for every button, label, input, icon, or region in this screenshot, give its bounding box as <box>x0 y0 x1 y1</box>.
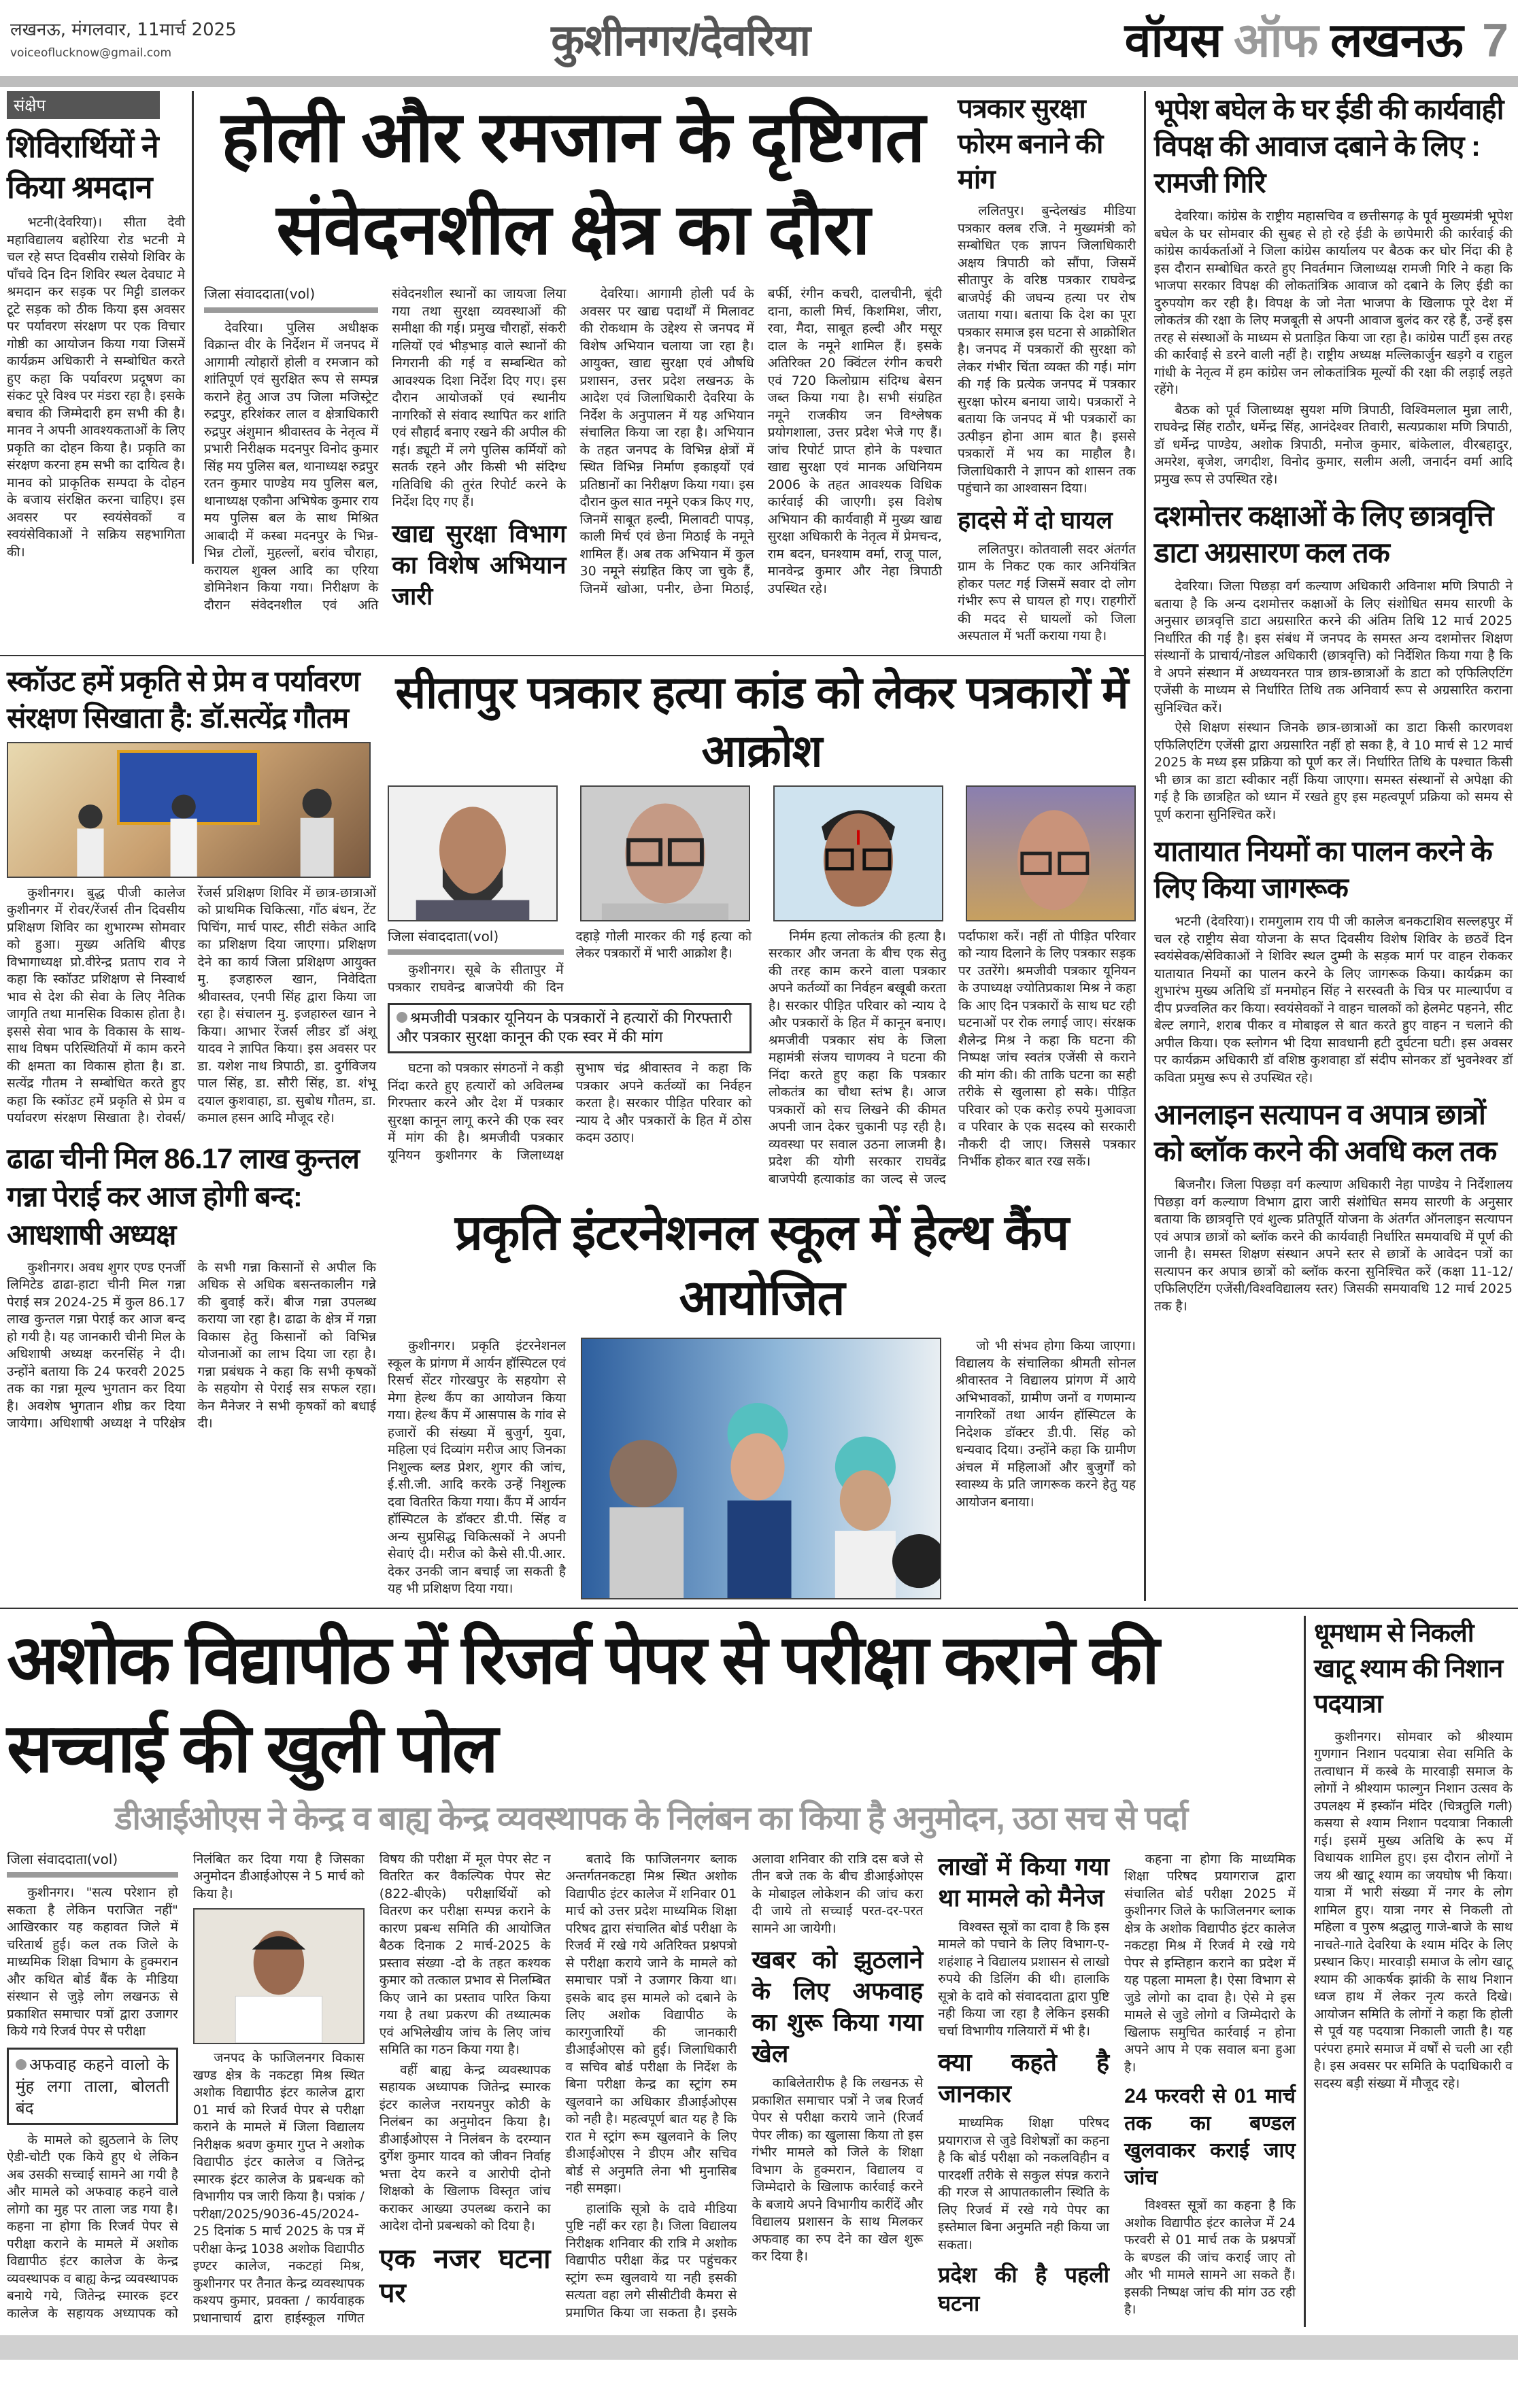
food-safety-paragraph: देवरिया। आगामी होली पर्व के अवसर पर खाद्य पदार्थों में मिलावट की रोकथाम के उद्देश्य से जनपद में विशेष अभियान चलाया जा रहा है। आयुक्त, खाद्य सुरक्षा एवं औषधि प्रशासन, उत्तर प्रदेश लखनऊ के आदेश एवं जिलाधिकारी देवरिया के निर्देश के अनुपालन में यह अभियान संचालित किया जा रहा है। अभियान के तहत जनपद के विभिन्न क्षेत्रों में स्थित विभिन्न निर्माण इकाइयों एवं प्रतिष्ठानों का निरीक्षण किया गया। इस दौरान कुल सात नमूने एकत्र किए गए, जिनमें साबूत हल्दी, मिलावटी पापड़, काली मिर्च एवं छेना मिठाई के नमूने शामिल हैं। अब तक अभियान में कुल 30 नमूने संग्रहित किए जा चुके हैं, जिनमें खोआ, पनीर, छेना मिठाई, बर्फी, रंगीन कचरी, दालचीनी, बूंदी दाना, काली मिर्च, किशमिश, जीरा, रवा, मैदा, साबूत हल्दी और मसूर दाल के नमूने शामिल हैं। इसके अतिरिक्त 20 क्विंटल रंगीन कचरी एवं 720 किलोग्राम संदिग्ध बेसन जब्त किया गया है। सभी संग्रहित नमूने राजकीय जन विश्लेषक प्रयोगशाला, उत्तर प्रदेश भेजे गए हैं। जांच रिपोर्ट प्राप्त होने के पश्चात खाद्य सुरक्षा एवं मानक अधिनियम 2006 के तहत आवश्यक विधिक कार्रवाई की जाएगी। इस विशेष अभियान की कार्यवाही में मुख्य खाद्य सुरक्षा अधिकारी के नेतृत्व में प्रेमचन्द, राम बदन, घनश्याम वर्मा, राजू पाल, मानवेन्द्र कुमार और नेहा त्रिपाठी उपस्थित रहे। <box>579 286 942 596</box>
footer-bar <box>0 2335 1518 2360</box>
news-headline: दशमोत्तर कक्षाओं के लिए छात्रवृत्ति डाटा अग्रसारण कल तक <box>1154 500 1494 569</box>
sugar-mill-body <box>7 1259 376 1434</box>
ashok-headline: अशोक विद्यापीठ में रिजर्व पेपर से परीक्षा कराने की सच्चाई की खुली पोल <box>7 1621 1158 1786</box>
sugar-mill-headline: ढाढा चीनी मिल 86.17 लाख कुन्तल गन्ना पेराई कर आज होगी बन्द: आधशाषी अध्यक्ष <box>7 1142 360 1251</box>
sugar-mill-paragraph: कुशीनगर। अवध शुगर एण्ड एनर्जी लिमिटेड ढाढा-हाटा चीनी मिल गन्ना पेराई सत्र 2024-25 में कुल 86.17 लाख कुन्तल गन्ना पेराई कर आज बन्द हो गयी है। यह जानकारी चीनी मिल के अधिशाषी अध्यक्ष करनसिंह ने दी। उन्होंने बताया कि 24 फरवरी 2025 तक का गन्ना मूल्य भुगतान कर दिया है। अवशेष भुगतान शीघ्र कर दिया जायेगा। अधिशाषी अध्यक्ष ने परिक्षेत्र के सभी गन्ना किसानों से अपील कि अधिक से अधिक बसन्तकालीन गन्ने की बुवाई करें। बीज गन्ना उपलब्ध कराया जा रहा है। ढाढा के क्षेत्र में गन्ना विकास हेतु किसानों को विभिन्न योजनाओं का लाभ दिया जा रहा है। गन्ना प्रबंधक ने कहा कि सभी कृषकों के सहयोग से पेराई सत्र सफल रहा। केन मैनेजर ने सभी कृषकों को बधाई दी। <box>7 1259 376 1431</box>
ashok-paragraph: कुशीनगर। "सत्य परेशान हो सकता है लेकिन पराजित नहीं" आखिरकार यह कहावत जिले में चरितार्थ हुई। कल तक जिले के माध्यमिक शिक्षा विभाग के हुक्मरान और कथित बोर्ड बैंक के मीडिया संस्थान से जुड़े लोग लखनऊ से प्रकाशित समाचार पत्रों द्वारा उजागर किये गये रिजर्व पेपर से परीक्षा <box>7 1885 178 2039</box>
row-one <box>0 91 1144 656</box>
sitapur-body <box>388 928 1136 1189</box>
sitapur-paragraph: निर्मम हत्या लोकतंत्र की हत्या है। सरकार और जनता के बीच एक सेतु की तरह काम करने वाला पत्रकार अपने कर्तव्यों का निर्वहन बखूबी करता है। सरकार पीड़ित परिवार को न्याय दे और पत्रकारों के हित में कानून बनाए। श्रमजीवी पत्रकार संघ के जिला महामंत्री संजय चाणक्य ने घटना की निंदा करते हुए कहा कि पत्रकार लोकतंत्र का चौथा स्तंभ है। आज पत्रकारों को सच लिखने की कीमत अपनी जान देकर चुकानी पड़ रही है। व्यवस्था पर सवाल उठना लाजमी है। प्रदेश की योगी सरकार राघवेंद्र बाजपेयी हत्याकांड का जल्द से जल्द पर्दाफाश करें। नहीं तो पीड़ित परिवार को न्याय दिलाने के लिए पत्रकार सड़क पर उतरेंगे। श्रमजीवी पत्रकार यूनियन के उपाध्यक्ष ज्योतिप्रकाश मिश्र ने कहा कि आए दिन पत्रकारों के साथ घट रही घटनाओं पर रोक लगाई जाए। संरक्षक शैलेन्द्र मिश्र ने कहा कि घटना की निष्पक्ष जांच स्वतंत्र एजेंसी से कराने की मांग की। की ताकि घटना का सही तरीके से खुलासा हो सके। पीड़ित परिवार को एक करोड़ रुपये मुआवजा व परिवार के एक सदस्य को सरकारी नौकरी दी जाए। जिससे पत्रकार निर्भीक होकर बात रख सकें। <box>769 928 1136 1187</box>
news-item <box>1154 833 1513 1087</box>
masthead-email[interactable]: voiceoflucknow@gmail.com <box>10 46 172 60</box>
sitapur-paragraph: घटना को पत्रकार संगठनों ने कड़ी निंदा करते हुए हत्यारों को अविलम्ब गिरफ्तार करने और देश में पत्रकार सुरक्षा कानून लागू करने की एक स्वर में मांग की है। श्रमजीवी पत्रकार यूनियन कुशीनगर के जिलाध्यक्ष सुभाष चंद्र श्रीवास्तव ने कहा कि पत्रकार अपने कर्तव्यों का निर्वहन करता है। सरकार पीड़ित परिवार को न्याय दे और पत्रकारों के हित में ठोस कदम उठाए। <box>388 1061 752 1163</box>
masthead-left <box>10 16 237 60</box>
row-two <box>0 656 1144 1601</box>
row-two-right <box>384 663 1144 1601</box>
health-camp-body-row <box>388 1338 1136 1601</box>
forum-story <box>952 91 1144 648</box>
news-headline: आनलाइन सत्यापन व अपात्र छात्रों को ब्लॉक करने की अवधि कल तक <box>1154 1098 1497 1167</box>
news-paragraph: बैठक को पूर्व जिलाध्यक्ष सुयश मणि त्रिपाठी, विश्विमलाल मुन्ना लारी, राघवेन्द्र सिंह राठौर, धर्मेन्द्र सिंह, आनंदेश्वर तिवारी, सत्यप्रकाश मणि त्रिपाठी, डॉ धर्मेन्द्र पाण्डेय, अशोक त्रिपाठी, मनोज कुमार, बांकेलाल, वीरबहादुर, अमरेश, बृजेश, जगदीश, विनोद कुमार, सलीम अली, जनार्दन वर्मा आदि प्रमुख रूप से उपस्थित रहे। <box>1154 402 1513 487</box>
forum-paragraph: ललितपुर। बुन्देलखंड मीडिया पत्रकार क्लब रजि. ने मुख्यमंत्री को सम्बोधित एक ज्ञापन जिलाधिकारी अक्षय त्रिपाठी को सौंपा, जिसमें सीतापुर के वरिष्ठ पत्रकार राघवेन्द्र बाजपेई की जघन्य हत्या पर रोष जताया गया। बताया कि देश का पूरा पत्रकार समाज इस घटना से आक्रोशित है। जनपद में पत्रकारों की सुरक्षा को लेकर गंभीर चिंता व्यक्त की गई। मांग की गई कि प्रत्येक जनपद में पत्रकार सुरक्षा फोरम बनाया जाये। पत्रकारों ने बताया कि जनपद में भी पत्रकारों का उत्पीड़न होना आम बात है। इससे पत्रकारों में भय का माहौल है। जिलाधिकारी ने ज्ञापन को शासन तक पहुंचाने का आश्वासन दिया। <box>958 203 1136 496</box>
health-camp-body-right <box>956 1338 1136 1514</box>
news-paragraph: ऐसे शिक्षण संस्थान जिनके छात्र-छात्राओं का डाटा किसी कारणवश एफिलिएटिंग एजेंसी द्वारा अग्रसारित नहीं हो सका है, वे 10 मार्च से 12 मार्च 2025 के मध्य इस प्रक्रिया को पूर्ण कर लें। निर्धारित तिथि के पश्चात किसी भी छात्र का डाटा स्वीकार नहीं किया जाएगा। समस्त संस्थानों से अपेक्षा की गई है कि छात्रहित को ध्यान में रखते हुए इस महत्वपूर्ण प्रक्रिया को समय से पूर्ण कराना सुनिश्चित करें। <box>1154 720 1513 822</box>
khatu-paragraph: कुशीनगर। सोमवार को श्रीश्याम गुणगान निशान पदयात्रा सेवा समिति के तत्वाधान में कस्बे के मारवाड़ी समाज के लोगों ने श्रीश्याम फाल्गुन निशान उत्सव के उपलक्ष्य में इस्कॉन मंदिर (चित्रतुलि गली) कसया से श्याम निशान पदयात्रा निकाली गई। इसमें मुख्य अतिथि के रूप में विधायक शामिल हुए। इस दौरान लोगों ने जय श्री खाटू श्याम का जयघोष भी किया। यात्रा में भारी संख्या में नगर के लोग शामिल हुए। यात्रा नगर से निकली तो महिला व पुरुष श्रद्धालु गाजे-बाजे के साथ नाचते-गाते देवरिया के श्याम मंदिर के लिए प्रस्थान किए। मारवाड़ी समाज के लोग खाटू श्याम की आकर्षक झांकी के साथ निशान ध्वज हाथ में लेकर नृत्य करते दिखे। आयोजन समिति के लोगों ने कहा कि होली से पूर्व यह पदयात्रा निकाली जाती है। यह परंपरा हमारे समाज में वर्षों से चली आ रही है। इस अवसर पर समिति के पदाधिकारी व सदस्य बड़ी संख्या में मौजूद रहे। <box>1314 1729 1513 2091</box>
news-headline: भूपेश बघेल के घर ईडी की कार्यवाही विपक्ष की आवाज दबाने के लिए : रामजी गिरि <box>1154 93 1504 199</box>
masthead <box>0 0 1518 76</box>
forum-headline: पत्रकार सुरक्षा फोरम बनाने की मांग <box>958 94 1103 194</box>
ashok-subhead: क्या कहते है जानकार <box>938 2048 1110 2107</box>
callout-text: अफवाह कहने वालो के मुंह लगा ताला, बोलती बंद <box>16 2054 169 2118</box>
sitapur-headline: सीतापुर पत्रकार हत्या कांड को लेकर पत्रकारों में आक्रोश <box>395 666 1128 776</box>
lead-story-body <box>204 286 942 614</box>
news-paragraph: बिजनौर। जिला पिछड़ा वर्ग कल्याण अधिकारी नेहा पाण्डेय ने निर्देशालय पिछड़ा वर्ग कल्याण विभाग द्वारा जारी संशोधित समय सारणी के अनुसार बताया कि छात्रवृत्ति एवं शुल्क प्रतिपूर्ति योजना के अंतर्गत ऑनलाइन सत्यापन एवं अपात्र छात्रों को ब्लॉक करने की कार्यवाही निर्धारित समयावधि में पूर्ण की जानी है। समस्त शिक्षण संस्थान अपने स्तर से छात्रों के आवेदन पत्रों का सत्यापन कर अपात्र छात्रों को ब्लॉक करना सुनिश्चित करें (कक्षा 11-12/एफिलिएटिंग एजेंसी/विश्वविद्यालय स्तर) जिसकी समयावधि 12 मार्च 2025 तक है। <box>1154 1177 1513 1314</box>
logo-word-3: लखनऊ <box>1330 14 1463 67</box>
ashok-paragraph: हालांकि सूत्रो के दावे मीडिया पुष्टि नहीं कर रहा है। जिला विद्यालय निरीक्षक शनिवार की रात्रि मे अशोक विद्यापीठ परीक्षा केंद्र पर पहुंचकर स्ट्रांग रूम खुलवाये या नही इसकी सत्यता वहा लगे सीसीटीवी कैमरा से प्रमाणित किया जा सकता है। इसके अलावा शनिवार की रात्रि दस बजे से तीन बजे तक के बीच डीआईओएस के मोबाइल लोकेशन की जांच करा दी जाये तो सच्चाई परत-दर-परत सामने आ जायेगी। <box>565 1851 924 2320</box>
news-item <box>1154 1096 1513 1315</box>
official-photo <box>193 1908 365 2044</box>
news-paragraph: भटनी (देवरिया)। रामगुलाम राय पी जी कालेज बनकटाशिव सल्लहपुर में चल रहे राष्ट्रीय सेवा योजना के सप्त दिवसीय विशेष शिविर के छठवें दिन स्वयंसेवक/सेविकाओं ने शिविर स्थल दुम्मी के सड़क मार्ग पर वाहन रोककर यातायात नियमों का पालन करने के लिए जागरूक किया। कार्यक्रम का शुभारंभ मुख्य अतिथि डॉ मनमोहन सिंह ने सरस्वती के चित्र पर माल्यार्पण व दीप प्रज्वलित कर किया। स्वयंसेवकों ने वाहन चालकों को हेलमेट पहनने, सीट बेल्ट लगाने, शराब पीकर व मोबाइल से बात करते हुए वाहन न चलाने की अपील किया। एक स्लोगन भी दिया सावधानी हटी दुर्घटना घटी। इस अवसर पर कार्यक्रम अधिकारी डॉ वशिष्ठ कुशवाहा डॉ संदीप सोनकर डॉ भुवनेश्वर डॉ कविता प्रमुख रूप से उपस्थित रहे। <box>1154 914 1513 1085</box>
khatu-body <box>1314 1729 1513 2093</box>
news-paragraph: देवरिया। जिला पिछड़ा वर्ग कल्याण अधिकारी अविनाश मणि त्रिपाठी ने बताया है कि अन्य दशमोत्तर कक्षाओं के लिए संशोधित समय सारणी के अनुसार छात्रवृत्ति डाटा अग्रसारित करने की अंतिम तिथि 12 मार्च 2025 निर्धारित की गई है। इस संबंध में जनपद के समस्त अन्य दशमोत्तर शिक्षण संस्थानों के प्राचार्य/नोडल अधिकारी (छात्रवृत्ति) को निर्देशित किया गया है कि वे अपने संस्थान में अध्ययनरत पात्र छात्र-छात्राओं के डाटा को एफिलिएटिंग एजेंसी के माध्यम से निर्धारित तिथि तक अनिवार्य रूप से अग्रसारित कराना सुनिश्चित करें। <box>1154 579 1513 715</box>
news-item <box>1154 91 1513 488</box>
ashok-paragraph: कहना ना होगा कि माध्यमिक शिक्षा परिषद प्रयागराज द्वारा संचालित बोर्ड परीक्षा 2025 में कुशीनगर जिले के फाजिलनगर ब्लाक क्षेत्र के अशोक विद्यापीठ इंटर कालेज नकटहा मिश्र में रिजर्व मे रखे गये पेपर से इम्तिहान कराने का प्रदेश में यह पहला मामला है। ऐसा विभाग से जुडे लोगो का दावा है। ऐसे मे इस मामले से जुडे लोगो व जिम्मेदारो के खिलाफ समुचित कार्रवाई न होना अपने आप मे एक सवाल बना हुआ है। <box>1124 1851 1296 2075</box>
ashok-paragraph: माध्यमिक शिक्षा परिषद प्रयागराज से जुडे विशेषज्ञों का कहना है कि बोर्ड परीक्षा को नकलविहीन व पारदर्शी तरीके से सकुल संपन्न कराने की गरज से आपातकालीन स्थिति के लिए रिजर्व में रखे गये पेपर का इस्तेमाल बिना अनुमति नही किया जा सकता। <box>938 2116 1110 2252</box>
pull-quote-text: श्रमजीवी पत्रकार यूनियन के पत्रकारों ने हत्यारों की गिरफ्तारी और पत्रकार सुरक्षा कानून की एक स्वर में की मांग <box>397 1010 732 1046</box>
food-safety-headline: खाद्य सुरक्षा विभाग का विशेष अभियान जारी <box>392 519 567 610</box>
bullet-icon <box>16 2059 27 2070</box>
lead-paragraph: देवरिया। पुलिस अधीक्षक विक्रान्त वीर के निर्देशन में जनपद में आगामी त्योहारों होली व रमजान को शांतिपूर्ण एवं सुरक्षित रूप से सम्पन्न कराने हेतु आज उप जिला मजिस्ट्रेट रुद्रपुर, हरिशंकर लाल व क्षेत्राधिकारी रुद्रपुर अंशुमान श्रीवास्तव के नेतृत्व में प्रभारी निरीक्षक मदनपुर विनोद कुमार सिंह मय पुलिस बल, थानाध्यक्ष रुद्रपुर रतन कुमार पाण्डेय मय पुलिस बल, थानाध्यक्ष एकौना अभिषेक कुमार राय मय पुलिस बल के साथ मिश्रित आबादी में कस्बा मदनपुर के भिन्न-भिन्न टोलों, मुहल्लों, बरांव चौराहा, करायल शुक्ल आदि का एरिया डोमिनेशन किया गया। निरीक्षण के दौरान संवेदनशील एवं अति संवेदनशील स्थानों का जायजा लिया गया तथा सुरक्षा व्यवस्थाओं की समीक्षा की गई। प्रमुख चौराहों, संकरी गलियों एवं भीड़भाड़ वाले स्थानों की निगरानी की गई व सम्बन्धित को आवश्यक दिशा निर्देश दिए गए। इस दौरान आयोजकों एवं स्थानीय नागरिकों से संवाद स्थापित कर शांति एवं सौहार्द बनाए रखने की अपील की गई। ड्यूटी में लगे पुलिस कर्मियों को सतर्क रहने और किसी भी संदिग्ध गतिविधि की तुरंत रिपोर्ट करने के निर्देश दिए गए हैं। <box>204 286 567 613</box>
ashok-byline: जिला संवाददाता(vol) <box>7 1851 178 1878</box>
journalist-photo-2 <box>580 785 750 921</box>
bullet-icon <box>397 1012 407 1023</box>
sitapur-paragraph: कुशीनगर। सूबे के सीतापुर में पत्रकार राघवेन्द्र बाजपेयी की दिन दहाड़े गोली मारकर की गई हत्या को लेकर पत्रकारों में भारी आक्रोश है। <box>388 928 752 995</box>
ashok-story <box>0 1616 1306 2328</box>
lead-headline: होली और रमजान के दृष्टिगत संवेदनशील क्षेत्र का दौरा <box>221 98 925 269</box>
ashok-paragraph: के मामले को झुठलाने के लिए ऐडी-चोटी एक किये हुए थे लेकिन अब उसकी सच्चाई सामने आ गयी है और मामले को अफवाह कहने वाले लोगो का मुह पर ताला जड गया है। कहना ना होगा कि रिजर्व पेपर से परीक्षा कराने के मामले में अशोक विद्यापीठ इंटर कालेज के केन्द्र व्यवस्थापक व बाह्य केन्द्र व्यवस्थापक बनाये गये, जितेन्द्र स्मारक इटर कालेज के सहायक अध्यापक को निलंबित कर दिया गया है जिसका अनुमोदन डीआईओएस ने 5 मार्च को किया है। <box>7 1851 365 2321</box>
scout-camp-photo <box>7 742 371 878</box>
health-camp-body <box>388 1338 566 1601</box>
sitapur-pull-quote <box>388 1003 752 1053</box>
ashok-paragraph: विश्वस्त सूत्रों का कहना है कि अशोक विद्यापीठ इंटर कालेज में 24 फरवरी से 01 मार्च तक के प्रश्नपत्रों के बण्डल की जांच कराई जाए तो और भी मामले सामने आ सकते हैं। इसकी निष्पक्ष जांच की मांग उठ रही है। <box>1124 2198 1296 2317</box>
news-item <box>1154 498 1513 824</box>
brief-label: संक्षेप <box>14 96 46 115</box>
masthead-date: लखनऊ, मंगलवार, 11मार्च 2025 <box>10 20 237 40</box>
news-headline: यातायात नियमों का पालन करने के लिए किया जागरूक <box>1154 835 1492 904</box>
page-number: 7 <box>1482 14 1508 67</box>
health-camp-photo <box>581 1338 941 1599</box>
lead-story <box>194 91 952 614</box>
brief-headline: शिविरार्थियों ने किया श्रमदान <box>7 129 158 205</box>
lead-byline: जिला संवाददाता(vol) <box>204 286 378 313</box>
brief-tab <box>7 91 160 119</box>
logo-word-1: वॉयस <box>1124 14 1221 67</box>
journalist-photo-1 <box>388 785 558 921</box>
top-left-area <box>0 91 1146 1601</box>
ashok-subheadline: डीआईओएस ने केन्द्र व बाह्य केन्द्र व्यवस्थापक के निलंबन का किया है अनुमोदन, उठा सच से पर्दा <box>114 1800 1188 1837</box>
khatu-story <box>1306 1616 1518 2096</box>
health-camp-headline: प्रकृति इंटरनेशनल स्कूल में हेल्थ कैंप आयोजित <box>454 1206 1069 1325</box>
ashok-subhead: 24 फरवरी से 01 मार्च तक का बण्डल खुलवाकर कराई जाए जांच <box>1124 2085 1296 2189</box>
brief-body <box>7 214 185 561</box>
brief-paragraph: भटनी(देवरिया)। सीता देवी महाविद्यालय बहोरिया रोड भटनी मे चल रहे सप्त दिवसीय रासेयो शिविर के पाँचवे दिन दिन शिविर स्थल देवघाट मे श्रमदान कर सड़क पर मिट्टी डालकर टूटे सड़क को ठीक किया इस अवसर पर पर्यावरण संरक्षण पर एक विचार गोष्ठी का आयोजन किया गया जिसमें कार्यक्रम अधिकारी ने सम्बोधित करते हुए कहा कि पर्यावरण प्रदूषण का संकट पूरे विश्व पर मंडरा रहा है। इसके बचाव की जिम्मेदारी हम सभी की है। मानव ने अपनी आवश्यकताओं के लिए प्रकृति का दोहन किया है। प्रकृति का संरक्षण करना हम सभी का दायित्व है। मानव को प्राकृतिक सम्पदा के दोहन के बजाय संरक्षित करना चाहिए। इस अवसर पर स्वयंसेवकों व स्वयंसेविकाओं ने सक्रिय सहभागिता की। <box>7 215 185 560</box>
ashok-paragraph: विश्वस्त सूत्रों का दावा है कि इस मामले को पचाने के लिए विभाग-ए-शहंशाह ने विद्यालय प्रशासन से लाखो रुपये की डिलिंग की थी। हालाकि सूत्रो के दावे को संवाददाता द्वारा पुष्टि नही किया जा रहा है लेकिन इसकी चर्चा विभागीय गलियारों में भी है। <box>938 1919 1110 2039</box>
sitapur-body-left <box>388 928 752 1165</box>
brief-column <box>0 91 194 564</box>
ashok-body <box>7 1851 1296 2328</box>
ashok-subhead: प्रदेश की है पहली घटना <box>938 2262 1110 2316</box>
section-title: कुशीनगर/देवरिया <box>551 15 811 65</box>
right-column <box>1146 91 1518 1318</box>
journalist-photo-4 <box>966 785 1136 921</box>
ashok-paragraph: बतादे कि फाजिलनगर ब्लाक अन्तर्गतनकटहा मिश्र स्थित अशोक विद्यापीठ इंटर कालेज में शनिवार 01 मार्च को उत्तर प्रदेश माध्यमिक शिक्षा परिषद द्वारा संचालित बोर्ड परीक्षा के रिजर्व में रखे गये अतिरिक्त प्रश्नपत्रो से परीक्षा कराये जाने के मामले को समाचार पत्रों ने उजागर किया था। इसके बाद इस मामले को दबाने के लिए अशोक विद्यापीठ के कारगुजारियों की जानकारी डीआईओएस को हुई। जिलाधिकारी व सचिव बोर्ड परीक्षा के निर्देश के बिना परीक्षा केन्द्र का स्ट्रांग रुम खुलवाने का अधिकार डीआईओएस को नही है। महत्वपूर्ण बात यह है कि रात मे स्ट्रांग रूम खुलवाने के लिए डीआईओएस ने डीएम और सचिव बोर्ड से अनुमति लेना भी मुनासिब नही समझा। <box>565 1851 737 2196</box>
ashok-subhead: एक नजर घटना पर <box>379 2243 551 2308</box>
ashok-paragraph: काबिलेतारीफ है कि लखनऊ से प्रकाशित समाचार पत्रों ने जब रिजर्व पेपर से परीक्षा कराये जाने (रिजर्व पेपर लीक) का खुलासा किया तो इस गंभीर मामले को जिले के शिक्षा विभाग के हुक्मरान, विद्यालय व जिम्मेदारो के खिलाफ कार्रवाई करने के बजाये अपने विभागीय कारींदें और विद्यालय प्रशासन के साथ मिलकर अफवाह का रुप देने का खेल शुरू कर दिया है। <box>752 2075 924 2264</box>
scout-paragraph: कुशीनगर। बुद्ध पीजी कालेज कुशीनगर में रोवर/रेंजर्स तीन दिवसीय प्रशिक्षण शिविर का शुभारम्भ सोमवार को हुआ। मुख्य अतिथि बीएड विभागाध्यक्ष प्रो.वीरेन्द्र प्रताप राव ने कहा कि स्कॉउट प्रशिक्षण से निस्वार्थ भाव से देश की सेवा के लिए नैतिक जागृति तथा मानसिक विकास होता है। इससे सेवा भाव के विकास के साथ-साथ विषम परिस्थितियों में काम करने की क्षमता का विकास होता है। डा. सत्येंद्र गौतम ने सम्बोधित करते हुए कहा कि स्कॉउट हमें प्रकृति से प्रेम व पर्यावरण संरक्षण सिखाता है। रोवर्स/रेंजर्स प्रशिक्षण शिविर में छात्र-छात्राओं को प्राथमिक चिकित्सा, गाँठ बंधन, टेंट पिचिंग, मार्च पास्ट, सीटी संकेत आदि का प्रशिक्षण दिया जाएगा। प्रशिक्षण देने का कार्य जिला प्रशिक्षण आयुक्त मु. इजहारुल खान, निवेदिता श्रीवास्तव, एनपी सिंह द्वारा किया जा रहा है। संचालन मु. इजहारुल खान ने किया। आभार रेंजर्स लीडर डॉ अंशू यादव ने ज्ञापित किया। इस अवसर पर डा. यशेश नाथ त्रिपाठी, डा. दुर्गविजय पाल सिंह, डा. सौरी सिंह, डा. शंभू दयाल कुशवाहा, डा. सुबोध गौतम, डा. कमाल हसन आदि मौजूद रहे। <box>7 885 376 1125</box>
scout-headline: स्कॉउट हमें प्रकृति से प्रेम व पर्यावरण संरक्षण सिखाता है: डॉ.सत्येंद्र गौतम <box>7 664 360 734</box>
ashok-paragraph: जनपद के फाजिलनगर विकास खण्ड क्षेत्र के नकटहा मिश्र स्थित अशोक विद्यापीठ इंटर कालेज द्वारा 01 मार्च को रिजर्व पेपर से परीक्षा कराने के मामले में जिला विद्यालय निरीक्षक श्रवण कुमार गुप्त ने अशोक विद्यापीठ इंटर कालेज व जितेन्द्र स्मारक इंटर कालेज के प्रबन्धक को विभागीय पत्र जारी किया है। पत्रांक /परीक्षा/2025/9036-45/2024-25 दिनांक 5 मार्च 2025 के पत्र में परीक्षा केन्द्र 1038 अशोक विद्यापीठ इण्टर कालेज, नकटहां मिश्र, कुशीनगर पर तैनात केन्द्र व्यवस्थापक कश्यप कुमार, प्रवक्ता / कार्यवाहक प्रधानाचार्य द्वारा हाईस्कूल गणित विषय की परीक्षा में मूल पेपर सेट न वितरित कर वैकल्पिक पेपर सेट (822-बीएके) परीक्षार्थियों को वितरण कर परीक्षा सम्पन्न कराने के कारण प्रबन्ध समिति की आयोजित बैठक दिनाक 2 मार्च-2025 के प्रस्ताव संख्या -दो के तहत कश्यक कुमार को तत्काल प्रभाव से निलम्बित किए जाने का प्रस्ताव पारित किया गया है तथा प्रकरण की तथ्यात्मक एवं अभिलेखीय जांच के लिए जांच समिति का गठन किया गया है। <box>192 1851 551 2326</box>
journalist-photos <box>388 785 1136 921</box>
health-camp-paragraph: जो भी संभव होगा किया जाएगा। विद्यालय के संचालिका श्रीमती सोनल श्रीवास्तव ने विद्यालय प्रांगण में आये अभिभावकों, ग्रामीण जनों व गणमान्य नागरिकों तथा आर्यन हॉस्पिटल के निदेशक डॉक्टर डी.पी. सिंह को धन्यवाद दिया। उन्होंने कहा कि ग्रामीण अंचल में महिलाओं और बुजुर्गों को स्वास्थ्य के प्रति जागरूक करने हेतु यह आयोजन बनाया। <box>956 1338 1136 1510</box>
scout-body <box>7 885 376 1129</box>
accident-paragraph: ललितपुर। कोतवाली सदर अंतर्गत ग्राम के निकट एक कार अनियंत्रित होकर पलट गई जिसमें सवार दो लोग गंभीर रूप से घायल हो गए। राहगीरों की मदद से घायलों को जिला अस्पताल में भर्ती कराया गया है। <box>958 541 1136 643</box>
newspaper-logo <box>1125 5 1508 71</box>
top-section <box>0 91 1518 1601</box>
logo-word-2: ऑफ <box>1234 14 1318 67</box>
row-two-left <box>0 663 384 1434</box>
news-paragraph: देवरिया। कांग्रेस के राष्ट्रीय महासचिव व छत्तीसगढ़ के पूर्व मुख्यमंत्री भूपेश बघेल के घर सोमवार की सुबह से हो रहे ईडी के छापेमारी की कार्रवाई की कांग्रेस कार्यकर्ताओं ने जिला कांग्रेस कार्यालय पर बैठक कर घोर निंदा की है इस दौरान सम्बोधित करते हुए निवर्तमान जिलाध्यक्ष रामजी गिरि ने कहा कि भाजपा सरकार विपक्ष की लोकतांत्रिक आवाज को दबाने के लिए ईडी का दुरुपयोग कर रही है। विपक्ष के जो नेता भाजपा के खिलाफ पूरे देश में लोकतंत्र की रक्षा के लिए मजबूती से अपनी आवाज बुलंद कर रहे हैं, उन्हें इस तरह से संस्थाओं के माध्यम से प्रताड़ित किया जा रहा है। कांग्रेस पार्टी इस तरह की कार्रवाई से डरने वाली नहीं है। राष्ट्रीय अध्यक्ष मल्लिकार्जुन खड़गे व राहुल गांधी के नेतृत्व में हम कांग्रेस जन लोकतांत्रिक मूल्यों की रक्षा की लड़ाई लड़ते रहेंगे। <box>1154 209 1513 397</box>
journalist-photo-3 <box>773 785 943 921</box>
ashok-paragraph: वहीं बाह्य केन्द्र व्यवस्थापक सहायक अध्यापक जितेन्द्र स्मारक इंटर कालेज नरायनपुर कोठी के निलंबन का अनुमोदन किया है। डीआईओएस ने निलंबन के दरम्यान दुर्गेश कुमार यादव को जीवन निर्वाह भत्ता देय करने व आरोपी दोनो शिक्षको के खिलाफ विस्तृत जांच कराकर आख्या उपलब्ध कराने का आदेश दोनो प्रबन्धको को दिया है। <box>379 2062 551 2233</box>
ashok-subhead: खबर को झुठलाने के लिए अफवाह का शुरू किया गया खेल <box>752 1946 924 2067</box>
bottom-section <box>0 1616 1518 2328</box>
khatu-headline: धूमधाम से निकली खाटू श्याम की निशान पदयात्रा <box>1314 1618 1503 1718</box>
ashok-subhead: लाखों में किया गया था मामले को मैनेज <box>938 1852 1110 1912</box>
sitapur-byline: जिला संवाददाता(vol) <box>388 928 564 955</box>
header-divider <box>0 76 1518 87</box>
accident-headline: हादसे में दो घायल <box>958 505 1113 534</box>
health-camp-paragraph: कुशीनगर। प्रकृति इंटरनेशनल स्कूल के प्रांगण में आर्यन हॉस्पिटल एवं रिसर्च सेंटर गोरखपुर के सहयोग से मेगा हेल्थ कैंप का आयोजन किया गया। हेल्थ कैंप में आसपास के गांव से हजारों की संख्या में बुजुर्ग, युवा, महिला एवं दिव्यांग मरीज आए जिनका निशुल्क ब्लड प्रेशर, शुगर की जांच, ई.सी.जी. आदि करके उन्हें निशुल्क दवा वितरित किया गया। कैंप में आर्यन हॉस्पिटल के डॉक्टर डी.पी. सिंह व अन्य सुप्रसिद्ध चिकित्सकों ने अपनी सेवाएं दी। मरीज को कैसे सी.पी.आर. देकर उनकी जान बचाई जा सकती है यह भी प्रशिक्षण दिया गया। <box>388 1338 566 1596</box>
row-rule <box>0 1608 1518 1609</box>
ashok-callout-box <box>7 2048 178 2125</box>
sitapur-body-right <box>769 928 1136 1189</box>
